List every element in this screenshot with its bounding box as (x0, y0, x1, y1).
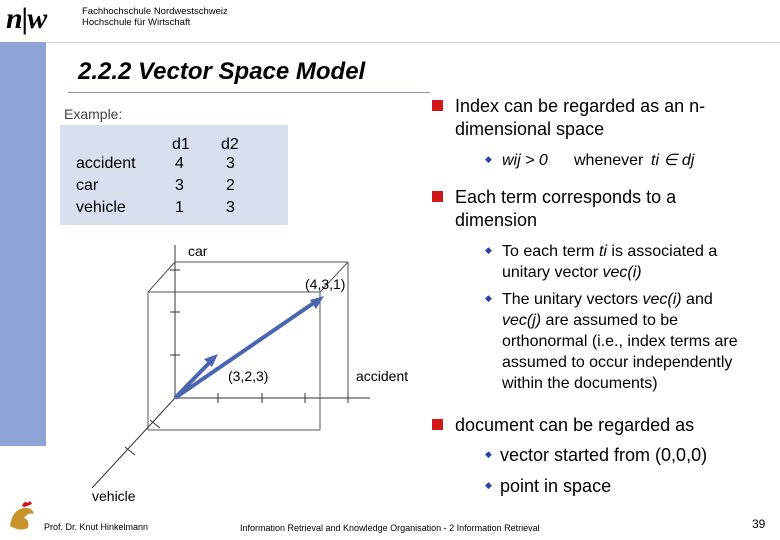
column-header-d2: d2 (221, 136, 239, 153)
row-term-vehicle: vehicle (76, 199, 126, 216)
footer-course: Information Retrieval and Knowledge Organisation - 2 Information Retrieval (240, 523, 540, 533)
bullet1-sub1-condition: ti ∈ dj (651, 152, 695, 169)
bullet1-sub1-formula: wij > 0 (502, 152, 548, 169)
footer-author: Prof. Dr. Knut Hinkelmann (44, 522, 149, 532)
school-name-line2: Hochschule für Wirtschaft (82, 17, 191, 28)
bullet2-sub2-line1: The unitary vectors vec(i) and (502, 291, 713, 308)
vector-d2 (175, 360, 212, 398)
bullet2-sub1-line1: To each term ti is associated a (502, 243, 718, 260)
fhnw-logo: n|w (6, 2, 47, 35)
bullet2-line2: dimension (455, 210, 538, 230)
sub-bullet-diamond-icon: ◆ (485, 154, 492, 164)
bullet3-sub2: point in space (500, 476, 612, 496)
sub-bullet-diamond-icon: ◆ (485, 293, 492, 303)
bullet2-sub2-line4: assumed to occur independently (502, 354, 733, 371)
bullet2-sub2-line2: vec(j) are assumed to be (502, 312, 679, 329)
bullet1-line2: dimensional space (455, 119, 605, 139)
sub-bullet-diamond-icon: ◆ (485, 449, 492, 459)
axis-label-vehicle: vehicle (92, 488, 136, 504)
sub-bullet-diamond-icon: ◆ (485, 245, 492, 255)
column-header-d1: d1 (172, 136, 190, 153)
axis-tick-marks (125, 270, 348, 455)
rooster-logo-icon (4, 498, 40, 538)
example-label: Example: (64, 106, 123, 122)
axis-vehicle-line (92, 398, 175, 488)
row-term-accident: accident (76, 155, 136, 172)
vector-d1-arrowhead (310, 296, 324, 309)
cell-accident-d1: 4 (175, 155, 184, 172)
page-number: 39 (752, 517, 766, 531)
cell-vehicle-d2: 3 (226, 199, 235, 216)
bullet-square-icon (432, 419, 443, 430)
cell-vehicle-d1: 1 (175, 199, 184, 216)
bullet2-line1: Each term corresponds to a (455, 187, 677, 207)
cell-car-d1: 3 (175, 177, 184, 194)
bullet3-sub1: vector started from (0,0,0) (500, 445, 708, 465)
point-label-d1: (4,3,1) (305, 276, 346, 292)
cell-car-d2: 2 (226, 177, 235, 194)
bullet2-sub2-line5: within the documents) (502, 375, 658, 392)
axis-label-accident: accident (356, 368, 409, 384)
bullet3-line1: document can be regarded as (455, 415, 695, 435)
sub-bullet-diamond-icon: ◆ (485, 480, 492, 490)
bullet1-sub1-whenever: whenever (574, 152, 644, 169)
bullet2-sub1-line2: unitary vector vec(i) (502, 264, 642, 281)
slide-title: 2.2.2 Vector Space Model (78, 58, 366, 85)
axis-label-car: car (188, 243, 208, 259)
bullet1-line1: Index can be regarded as an n- (455, 96, 706, 116)
bullet-square-icon (432, 191, 443, 202)
bullet-square-icon (432, 100, 443, 111)
school-name-line1: Fachhochschule Nordwestschweiz (82, 6, 228, 17)
row-term-car: car (76, 177, 99, 194)
cell-accident-d2: 3 (226, 155, 235, 172)
bullet2-sub2-line3: orthonormal (i.e., index terms are (502, 333, 738, 350)
point-label-d2: (3,2,3) (228, 368, 269, 384)
